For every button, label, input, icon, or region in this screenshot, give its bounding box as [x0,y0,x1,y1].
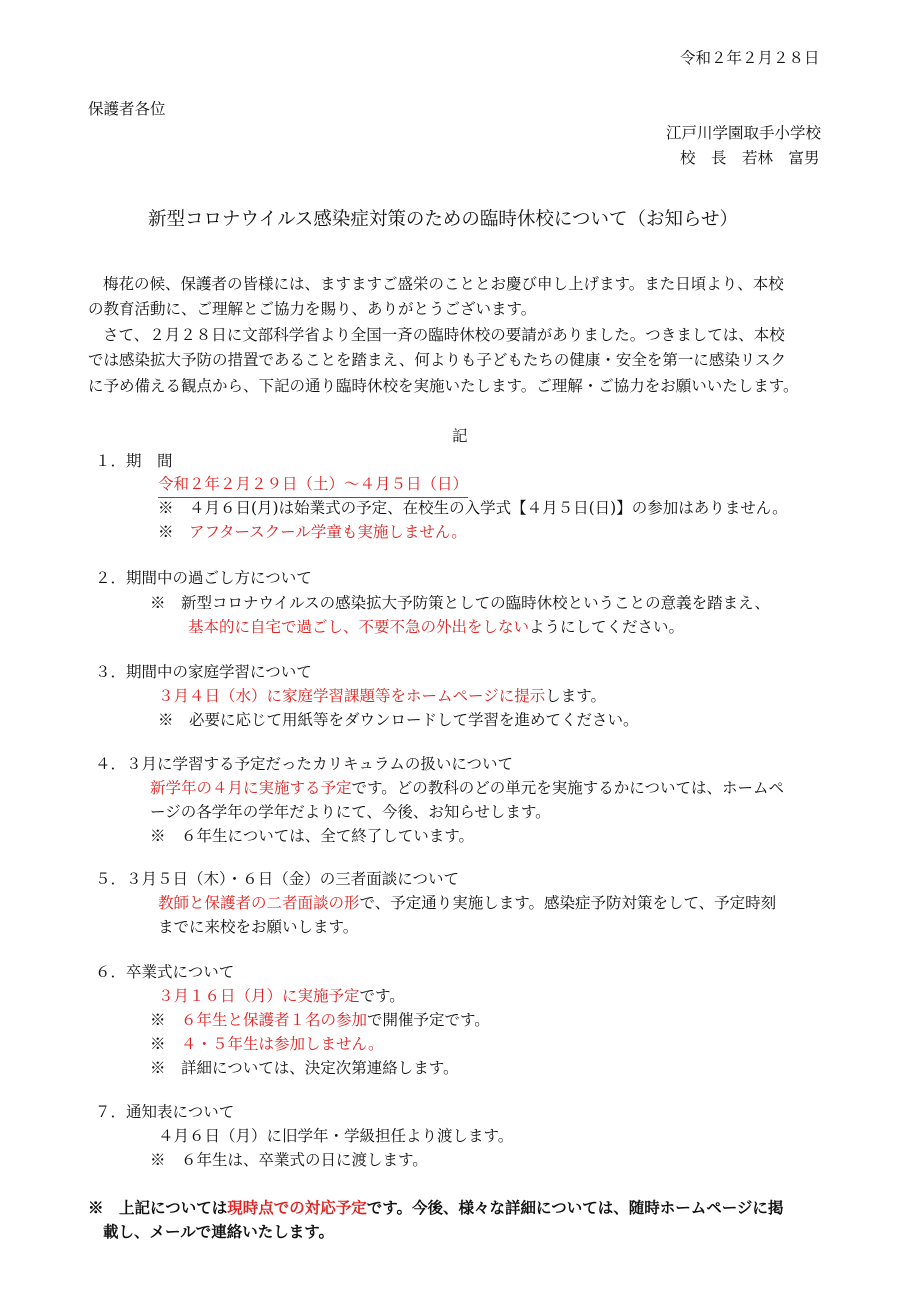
intro-line: 梅花の候、保護者の皆様には、ますますご盛栄のこととお慶び申し上げます。また日頃より、本校 [103,275,784,293]
meeting-emphasis: 教師と保護者の二者面談の形 [158,894,360,912]
intro-line: さて、２月２８日に文部科学省より全国一斉の臨時休校の要請がありました。つきましては、本校 [103,326,785,344]
section-6-line: ３月１６日（月）に実施予定です。 [158,987,405,1005]
section-4-line: ージの各学年の学年だよりにて、今後、お知らせします。 [150,803,551,821]
section-5-heading: ５．３月５日（木）・６日（金）の三者面談について [95,870,459,888]
period-note-2 [158,520,467,544]
footer-note-line2: 載し、メールで連絡いたします。 [103,1222,334,1241]
document-title: 新型コロナウイルス感染症対策のための臨時休校について（お知らせ） [148,209,738,230]
period-dates: 令和２年２月２９日（土）～４月５日（日） [158,472,468,498]
section-7-line: ４月６日（月）に旧学年・学級担任より渡します。 [158,1127,514,1145]
footer-note: ※ 上記については現時点での対応予定です。今後、様々な詳細については、随時ホームページに掲 [88,1198,784,1217]
footer-emphasis: 現時点での対応予定 [227,1198,367,1217]
section-5-line: 教師と保護者の二者面談の形で、予定通り実施します。感染症予防対策をして、予定時刻 [158,894,777,912]
graduation-date-emphasis: ３月１６日（月）に実施予定 [158,987,360,1005]
section-3-line: ３月４日（水）に家庭学習課題等をホームページに提示します。 [158,687,606,705]
section-6-line: ※ 詳細については、決定次第連絡します。 [150,1059,459,1077]
addressee: 保護者各位 [88,100,166,118]
grades-not-attending: ４・５年生は参加しません。 [181,1035,384,1053]
section-5-line: までに来校をお願いします。 [158,918,359,936]
intro-line: では感染拡大予防の措置であることを踏まえ、何よりも子どもたちの健康・安全を第一に感染リスク [88,351,787,369]
section-7-heading: ７．通知表について [95,1103,235,1121]
section-6-line: ※ ４・５年生は参加しません。 [150,1035,384,1053]
homework-emphasis: ３月４日（水）に家庭学習課題等をホームページに提示 [158,687,546,705]
section-6-line: ※ ６年生と保護者１名の参加で開催予定です。 [150,1011,490,1029]
curriculum-emphasis: 新学年の４月に実施する予定 [150,779,352,797]
intro-line: に予め備える観点から、下記の通り臨時休校を実施いたします。ご理解・ご協力をお願いいたします。 [88,377,799,395]
note-mark: ※ [158,523,174,541]
attendance-emphasis: ６年生と保護者１名の参加 [181,1011,368,1029]
section-4-line: 新学年の４月に実施する予定です。どの教科のどの単元を実施するかについては、ホームペ [150,779,784,797]
principal-name: 校 長 若林 富男 [680,149,820,167]
section-4-heading: ４．３月に学習する予定だったカリキュラムの扱いについて [95,755,514,773]
ki-heading: 記 [452,427,468,445]
section-6-heading: ６．卒業式について [95,963,235,981]
school-name: 江戸川学園取手小学校 [666,124,822,142]
section-7-line: ※ ６年生は、卒業式の日に渡します。 [150,1151,428,1169]
document-date: 令和２年２月２８日 [680,49,820,67]
section-2-line: ※ 新型コロナウイルスの感染拡大予防策としての臨時休校ということの意義を踏まえ、 [150,594,771,612]
section-3-line: ※ 必要に応じて用紙等をダウンロードして学習を進めてください。 [158,711,639,729]
section-1-heading: １．期 間 [95,452,173,470]
stay-home-emphasis: 基本的に自宅で過ごし、不要不急の外出をしない [188,618,530,636]
section-2-line: 基本的に自宅で過ごし、不要不急の外出をしないようにしてください。 [188,618,685,636]
intro-line: の教育活動に、ご理解とご協力を賜り、ありがとうございます。 [88,300,537,318]
section-3-heading: ３．期間中の家庭学習について [95,663,312,681]
period-note: ※ ４月６日(月)は始業式の予定、在校生の入学式【４月５日(日)】の参加はありません。 [158,499,788,517]
section-2-heading: ２．期間中の過ごし方について [95,569,312,587]
section-4-line: ※ ６年生については、全て終了しています。 [150,827,474,845]
afterschool-note: アフタースクール学童も実施しません。 [189,523,467,541]
